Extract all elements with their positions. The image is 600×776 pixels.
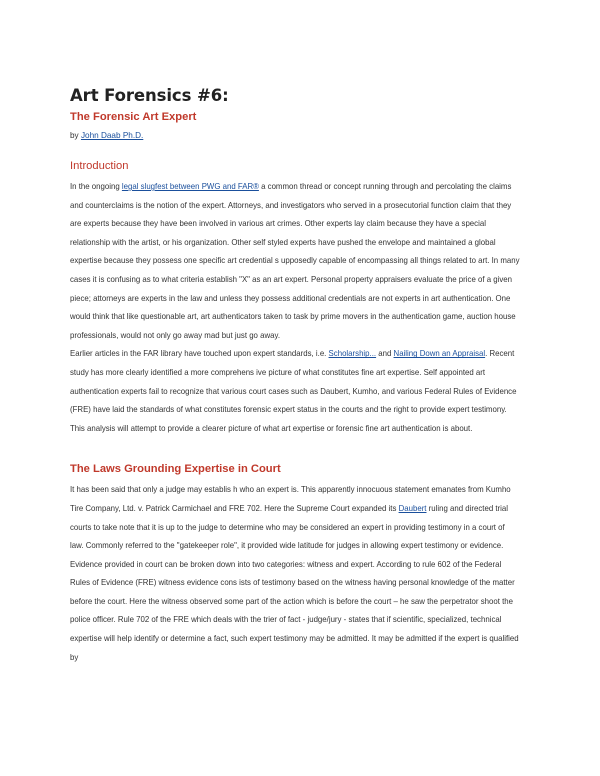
nailing-down-appraisal-link[interactable]: Nailing Down an Appraisal	[393, 349, 486, 359]
section-heading-introduction: Introduction	[70, 160, 129, 172]
text-run: It has been said that only a judge may establis h who an expert is. This apparently innocuous statement emanates from Kumho Tire Company, Ltd. v. Patrick Carmichael and FRE 702. Here the Supreme Court expanded its	[70, 485, 511, 513]
text-run: Earlier articles in the FAR library have touched upon expert standards, i.e.	[70, 349, 329, 359]
byline-prefix: by	[70, 131, 81, 140]
text-run: ruling and directed trial courts to take note that it is up to the judge to determine who may be considered an expert in providing testimony in a court of law. Commonly referred to the "gatekeeper role", it provided wide latitude for judges in allowing expert testimony or evidence. Evidence provided in court can be broken down into two categories: witness and expert. According to rule 602 of the Federal Rules of Evidence (FRE) witness evidence cons ists of testimony based on the witness having personal knowledge of the matter before the court. Here the witness observed some part of the action which is before the court – he saw the perpetrator shoot the police officer. Rule 702 of the FRE which deals with the trier of fact - judge/jury - states that if scientific, specialized, technical expertise will help identify or determine a fact, such expert testimony may be admitted. It may be admitted if the expert is qualified by	[70, 503, 519, 662]
document-title: Art Forensics #6:	[70, 86, 229, 105]
intro-paragraph-1	[70, 178, 520, 345]
intro-paragraph-2	[70, 345, 520, 438]
laws-paragraph-1	[70, 481, 520, 667]
daubert-link[interactable]: Daubert	[398, 503, 427, 513]
section-heading-laws-grounding-expertise: The Laws Grounding Expertise in Court	[70, 463, 281, 476]
author-link[interactable]: John Daab Ph.D.	[80, 131, 144, 140]
document-subtitle: The Forensic Art Expert	[70, 111, 197, 123]
text-run: a common thread or concept running through and percolating the claims and counterclaims is the notion of the expert. Attorneys, and investigators who served in a prosecutorial function claim that they are experts because they have been involved in various art crimes. Other experts lay claim because they have a special relationship with the artist, or his organization. Other self styled experts have pushed the envelope and maintained a global expertise because they possess one specific art credential s upposedly capable of encompassing all things related to art. In many cases it is confusing as to what criteria establish "X" as an art expert. Personal property appraisers evaluate the price of a given piece; attorneys are experts in the law and unless they possess additional credentials are not experts in art authentication. One would think that like questionable art, art authenticators taken to task by prime movers in the authentication game, auction house professionals, would not only go away mad but just go away.	[70, 182, 520, 340]
text-run: In the ongoing	[70, 182, 122, 191]
text-run: and	[376, 349, 394, 359]
scholarship-link[interactable]: Scholarship...	[328, 349, 377, 359]
text-run: . Recent study has more clearly identified a more comprehens ive picture of what constitutes fine art expertise. Self appointed art authentication experts fail to recognize that various court cases such as Daubert, Kumho, and various Federal Rules of Evidence (FRE) have laid the standards of what constitutes forensic expert status in the courts and the right to provide expert testimony. This analysis will attempt to provide a clearer picture of what art expertise or forensic fine art authentication is about.	[70, 349, 517, 433]
byline	[70, 130, 520, 141]
document-page	[70, 86, 520, 667]
legal-slugfest-link[interactable]: legal slugfest between PWG and FAR®	[121, 182, 259, 191]
